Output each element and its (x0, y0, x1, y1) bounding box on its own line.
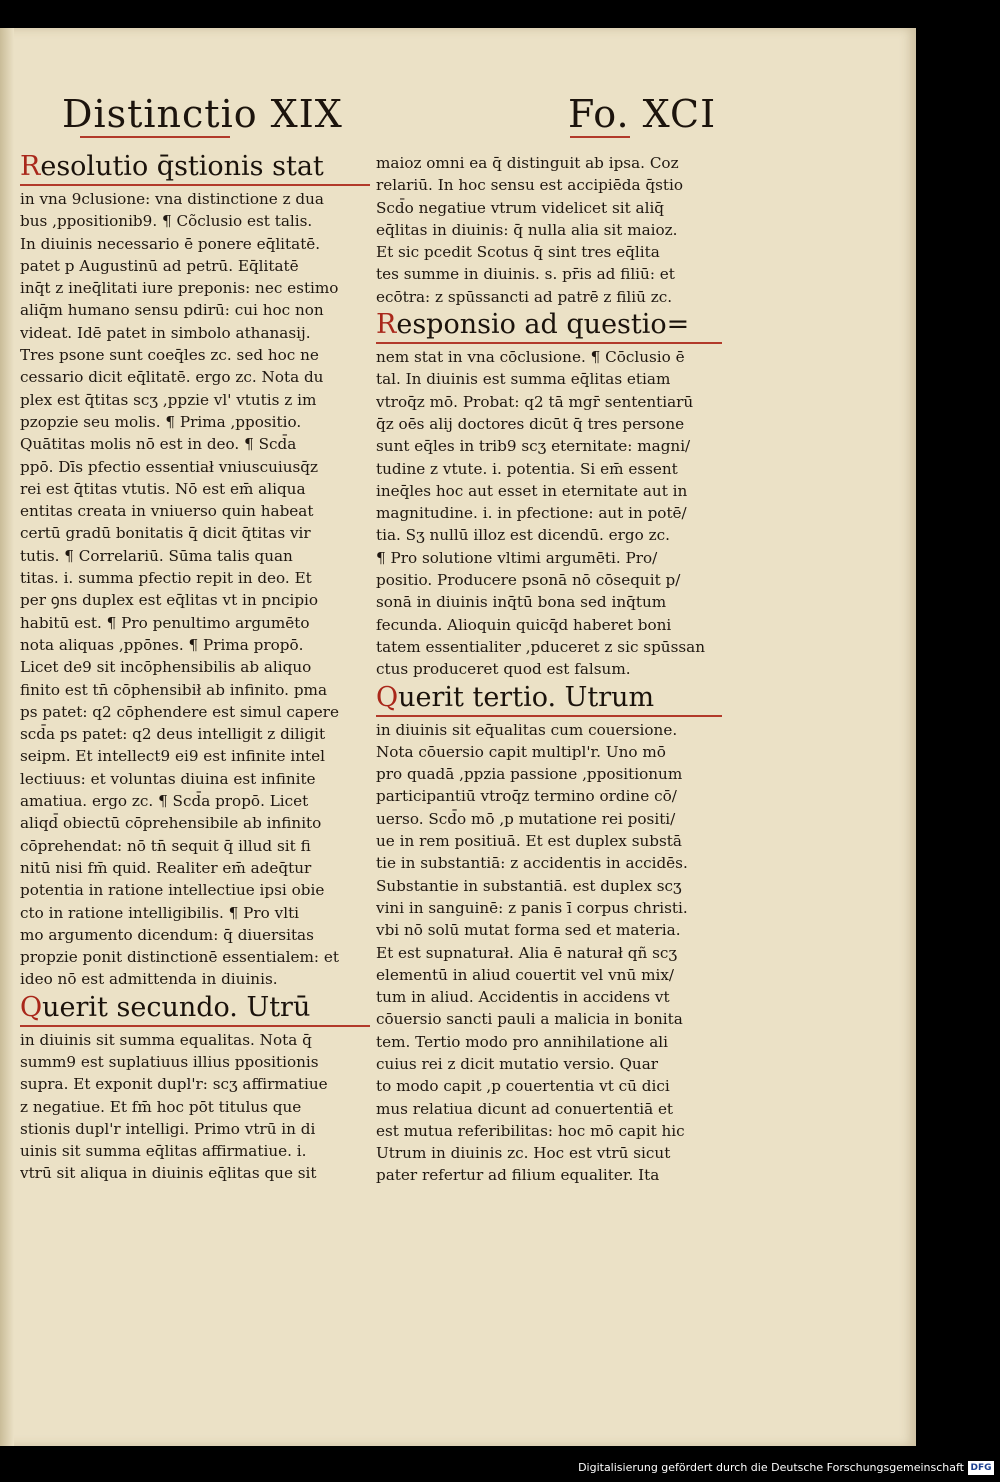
dfg-logo: DFG (968, 1461, 994, 1475)
text-line: z negatiue. Et fm̄ hoc pōt titulus que (20, 1097, 302, 1116)
text-line: aliq̄m humano sensu pdirū: cui hoc non (20, 301, 324, 320)
text-line: potentia in ratione intellectiue ipsi obie (20, 881, 325, 900)
rubricated-initial: Q (376, 681, 399, 713)
text-line: pro quadā ,ppzia passione ,ppositionum (376, 765, 683, 784)
text-line: q̄z oēs alij doctores dicūt q̄ tres persone (376, 414, 685, 433)
text-line: tatem essentialiter ,pduceret z sic spūssan (376, 637, 705, 656)
text-line: in diuinis sit eq̄ualitas cum couersione. (376, 720, 678, 739)
text-line: habitū est. ¶ Pro penultimo argumēto (20, 613, 310, 632)
text-line: in vna 9clusione: vna distinctione z dua (20, 190, 324, 208)
text-line: mo argumento dicendum: q̄ diuersitas (20, 925, 314, 944)
text-line: cōuersio sancti pauli a malicia in bonita (376, 1010, 683, 1029)
text-line: cessario dicit eq̄litatē. ergo zc. Nota du (20, 368, 324, 387)
text-line: tes summe in diuinis. s. pr̄is ad filiū: et (376, 265, 675, 284)
text-line: Quātitas molis nō est in deo. ¶ Scd̄a (20, 435, 297, 454)
text-line: scd̄a ps patet: q2 deus intelligit z diligit (20, 725, 326, 744)
text-line: cōprehendat: nō tn̄ sequit q̄ illud sit fi (20, 836, 311, 855)
text-line: ctus produceret quod est falsum. (376, 660, 631, 679)
text-line: videat. Idē patet in simbolo athanasij. (20, 323, 311, 342)
text-line: participantiū vtroq̄z termino ordine cō/ (376, 787, 677, 806)
text-line: seipm. Et intellect9 ei9 est infinite intel (20, 747, 325, 766)
text-line: finito est tn̄ cōphensibił ab infinito. pma (20, 680, 327, 699)
text-line: Utrum in diuinis zc. Hoc est vtrū sicut (376, 1144, 671, 1163)
text-line: In diuinis necessario ē ponere eq̄litatē. (20, 234, 321, 253)
text-line: magnitudine. i. in pfectione: aut in potē/ (376, 504, 687, 523)
text-line: vtrū sit aliqua in diuinis eq̄litas que sit (20, 1164, 317, 1183)
rubricated-initial: R (376, 309, 397, 341)
text-line: rei est q̄titas vtutis. Nō est em̄ aliqua (20, 479, 306, 498)
rubricated-initial: Q (20, 991, 43, 1023)
text-line: vtroq̄z mō. Probat: q2 tā mgr̄ sententiarū (376, 392, 694, 411)
page-gutter (0, 28, 14, 1446)
running-head-distinctio: Distinctio XIX (62, 92, 343, 136)
section-heading: Querit tertio. Utrum (376, 681, 722, 717)
text-line: maioz omni ea q̄ distinguit ab ipsa. Coz (376, 154, 679, 172)
rubricated-initial: R (20, 151, 41, 182)
text-line: Scd̄o negatiue vtrum videlicet sit aliq̄ (376, 198, 665, 217)
text-line: Tres psone sunt coeq̄les zc. sed hoc ne (20, 346, 319, 365)
text-line: relariū. In hoc sensu est accipiēda q̄stio (376, 176, 683, 195)
text-line: Substantie in substantiā. est duplex scʒ (376, 876, 682, 895)
header-rule-left (80, 136, 230, 138)
text-line: sonā in diuinis inq̄tū bona sed inq̄tum (376, 593, 667, 612)
text-line: uinis sit summa eq̄litas affirmatiue. i. (20, 1142, 307, 1161)
text-line: supra. Et exponit dupl'r: scʒ affirmatiue (20, 1075, 328, 1094)
text-line: nitū nisi fm̄ quid. Realiter em̄ adeq̄tur (20, 858, 312, 877)
text-line: plex est q̄titas scʒ ,ppzie vl' vtutis z im (20, 390, 317, 409)
text-line: stionis dupl'r intelligi. Primo vtrū in di (20, 1119, 316, 1138)
text-line: Nota cōuersio capit multipl'r. Uno mō (376, 742, 666, 761)
folio-number: Fo. XCI (568, 92, 717, 136)
text-line: inq̄t z ineq̄litati iure preponis: nec estimo (20, 279, 339, 298)
text-line: vini in sanguinē: z panis ī corpus christi. (376, 898, 688, 917)
section-heading: Querit secundo. Utrū (20, 991, 370, 1027)
text-line: positio. Producere psonā nō cōsequit p/ (376, 571, 681, 590)
text-line: ecōtra: z spūssancti ad patrē z filiū zc. (376, 287, 673, 306)
text-line: tem. Tertio modo pro annihilatione ali (376, 1032, 668, 1051)
text-line: fecunda. Alioquin quicq̄d haberet boni (376, 615, 672, 634)
text-line: Et sic pcedit Scotus q̄ sint tres eq̄lita (376, 243, 660, 262)
header-rule-right (570, 136, 630, 138)
text-line: ¶ Pro solutione vltimi argumēti. Pro/ (376, 548, 658, 567)
text-line: in diuinis sit summa equalitas. Nota q̄ (20, 1030, 312, 1049)
text-line: ue in rem positiuā. Et est duplex substā (376, 832, 682, 851)
text-line: ideo nō est admittenda in diuinis. (20, 970, 278, 989)
text-line: tia. Sʒ nullū illoz est dicendū. ergo zc. (376, 526, 670, 545)
text-line: nem stat in vna cōclusione. ¶ Cōclusio ē (376, 348, 685, 367)
text-line: Licet de9 sit incōphensibilis ab aliquo (20, 658, 312, 677)
text-line: est mutua referibilitas: hoc mō capit hic (376, 1121, 685, 1140)
text-line: per ꝯns duplex est eq̄litas vt in pncipio (20, 591, 319, 610)
footer-bar (0, 1458, 1000, 1482)
text-line: certū gradū bonitatis q̄ dicit q̄titas vir (20, 524, 311, 543)
text-line: patet p Augustinū ad petrū. Eq̄litatē (20, 256, 299, 275)
text-line: bus ,ppositionib9. ¶ Cõclusio est talis. (20, 212, 313, 231)
text-line: Et est supnaturał. Alia ē naturał qñ scʒ (376, 943, 678, 962)
text-column-right (376, 152, 722, 1187)
text-line: tal. In diuinis est summa eq̄litas etiam (376, 370, 671, 389)
funding-credit: Digitalisierung gefördert durch die Deutsche Forschungsgemeinschaft (578, 1461, 964, 1474)
section-heading: Resolutio q̄stionis stat (20, 150, 370, 186)
text-line: uerso. Scd̄o mō ,p mutatione rei positi/ (376, 809, 676, 828)
text-line: cuius rei z dicit mutatio versio. Quar (376, 1054, 659, 1073)
text-line: lectiuus: et voluntas diuina est infinite (20, 769, 316, 788)
text-line: summ9 est suplatiuus illius ppositionis (20, 1052, 319, 1071)
text-line: amatiua. ergo zc. ¶ Scd̄a propō. Licet (20, 792, 309, 811)
text-line: to modo capit ,p couertentia vt cū dici (376, 1077, 670, 1096)
text-line: eq̄litas in diuinis: q̄ nulla alia sit maioz. (376, 220, 678, 239)
text-line: ps patet: q2 cōphendere est simul capere (20, 702, 339, 721)
text-line: mus relatiua dicunt ad conuertentiā et (376, 1099, 674, 1118)
text-line: sunt eq̄les in trib9 scʒ eternitate: magni/ (376, 437, 691, 456)
text-line: entitas creata in vniuerso quin habeat (20, 502, 314, 521)
text-line: pater refertur ad filium equaliter. Ita (376, 1166, 660, 1185)
text-line: nota aliquas ,ppōnes. ¶ Prima propō. (20, 635, 304, 654)
text-column-left (20, 150, 370, 1185)
text-line: ppō. Dīs pfectio essentiał vniuscuiusq̄z (20, 457, 319, 476)
text-line: tie in substantiā: z accidentis in accidēs. (376, 854, 688, 873)
text-line: ineq̄les hoc aut esset in eternitate aut in (376, 481, 688, 500)
text-line: elementū in aliud couertit vel vnū mix/ (376, 965, 675, 984)
text-line: vbi nō solū mutat forma sed et materia. (376, 921, 681, 940)
text-line: aliqd̄ obiectū cōprehensibile ab infinito (20, 814, 322, 833)
text-line: tum in aliud. Accidentis in accidens vt (376, 988, 670, 1007)
text-line: pzopzie seu molis. ¶ Prima ,ppositio. (20, 412, 302, 431)
section-heading: Responsio ad questio= (376, 308, 722, 344)
text-line: tutis. ¶ Correlariū. Sūma talis quan (20, 546, 293, 565)
text-line: propzie ponit distinctionē essentialem: et (20, 948, 339, 967)
text-line: tudine z vtute. i. potentia. Si em̄ essent (376, 459, 678, 478)
text-line: titas. i. summa pfectio repit in deo. Et (20, 569, 312, 588)
text-line: cto in ratione intelligibilis. ¶ Pro vlti (20, 903, 300, 922)
